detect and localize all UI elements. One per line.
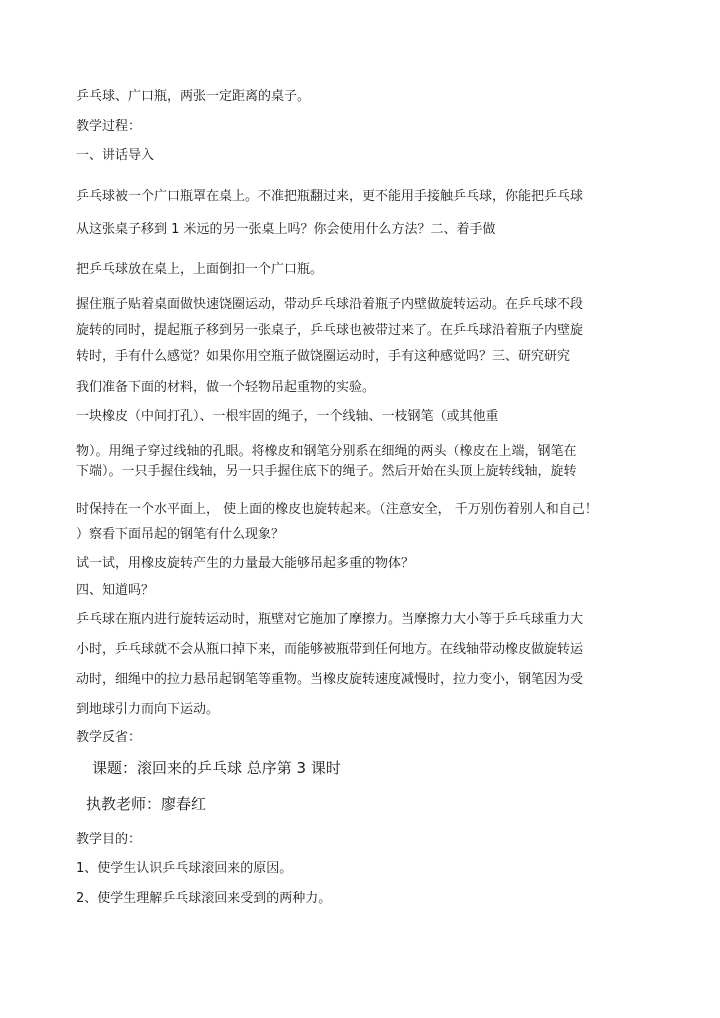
paragraph-line: 把乒乓球放在桌上，上面倒扣一个广口瓶。	[76, 262, 324, 277]
teacher-line: 执教老师：廖春红	[86, 795, 207, 813]
paragraph-line: 转时，手有什么感觉？如果你用空瓶子做饶圈运动时，手有这种感觉吗？三、研究研究	[76, 349, 571, 364]
paragraph-line: 时保持在一个水平面上， 使上面的橡皮也旋转起来。（注意安全， 千万别伤着别人和自己！	[76, 502, 598, 517]
materials-line: 乒乓球、广口瓶，两张一定距离的桌子。	[76, 89, 311, 104]
paragraph-line: 我们准备下面的材料，做一个轻物吊起重物的实验。	[76, 380, 376, 395]
paragraph-line: 乒乓球被一个广口瓶罩在桌上。不准把瓶翻过来，更不能用手接触乒乓球，你能把乒乓球	[76, 189, 584, 204]
paragraph-line: 到地球引力而向下运动。	[76, 702, 220, 717]
paragraph-line: 试一试，用橡皮旋转产生的力量最大能够吊起多重的物体？	[76, 556, 415, 571]
paragraph-line: 旋转的同时，提起瓶子移到另一张桌子，乒乓球也被带过来了。在乒乓球沿着瓶子内壁旋	[76, 323, 584, 338]
section-heading-knowledge: 四、知道吗？	[76, 583, 155, 598]
section-heading-process: 教学过程：	[76, 119, 142, 134]
paragraph-line: 乒乓球在瓶内进行旋转运动时，瓶壁对它施加了摩擦力。当摩擦力大小等于乒乓球重力大	[76, 612, 584, 627]
objective-item: 2、使学生理解乒乓球滚回来受到的两种力。	[76, 891, 332, 906]
section-heading-objectives: 教学目的：	[76, 832, 142, 847]
paragraph-line: 一块橡皮（中间打孔）、一根牢固的绳子，一个线轴、一枝钢笔（或其他重	[76, 409, 499, 424]
paragraph-line: 下端）。一只手握住线轴，另一只手握住底下的绳子。然后开始在头顶上旋转线轴，旋转	[76, 464, 577, 479]
paragraph-line: 动时，细绳中的拉力悬吊起钢笔等重物。当橡皮旋转速度减慢时，拉力变小，钢笔因为受	[76, 672, 584, 687]
paragraph-line: 物）。用绳子穿过线轴的孔眼。将橡皮和钢笔分别系在细绳的两头（橡皮在上端，钢笔在	[76, 444, 577, 459]
section-heading-reflection: 教学反省：	[76, 730, 142, 745]
section-heading-intro: 一、讲话导入	[76, 148, 155, 163]
lesson-title: 课题：滚回来的乒乓球 总序第 3 课时	[92, 759, 341, 777]
paragraph-line: 从这张桌子移到 1 米远的另一张桌上吗？你会使用什么方法？二、着手做	[76, 222, 496, 237]
paragraph-line: 小时，乒乓球就不会从瓶口掉下来，而能够被瓶带到任何地方。在线轴带动橡皮做旋转运	[76, 642, 584, 657]
objective-item: 1、使学生认识乒乓球滚回来的原因。	[76, 861, 293, 876]
paragraph-line: ）察看下面吊起的钢笔有什么现象？	[76, 527, 285, 542]
paragraph-line: 握住瓶子贴着桌面做快速饶圈运动，带动乒乓球沿着瓶子内壁做旋转运动。在乒乓球不段	[76, 297, 584, 312]
